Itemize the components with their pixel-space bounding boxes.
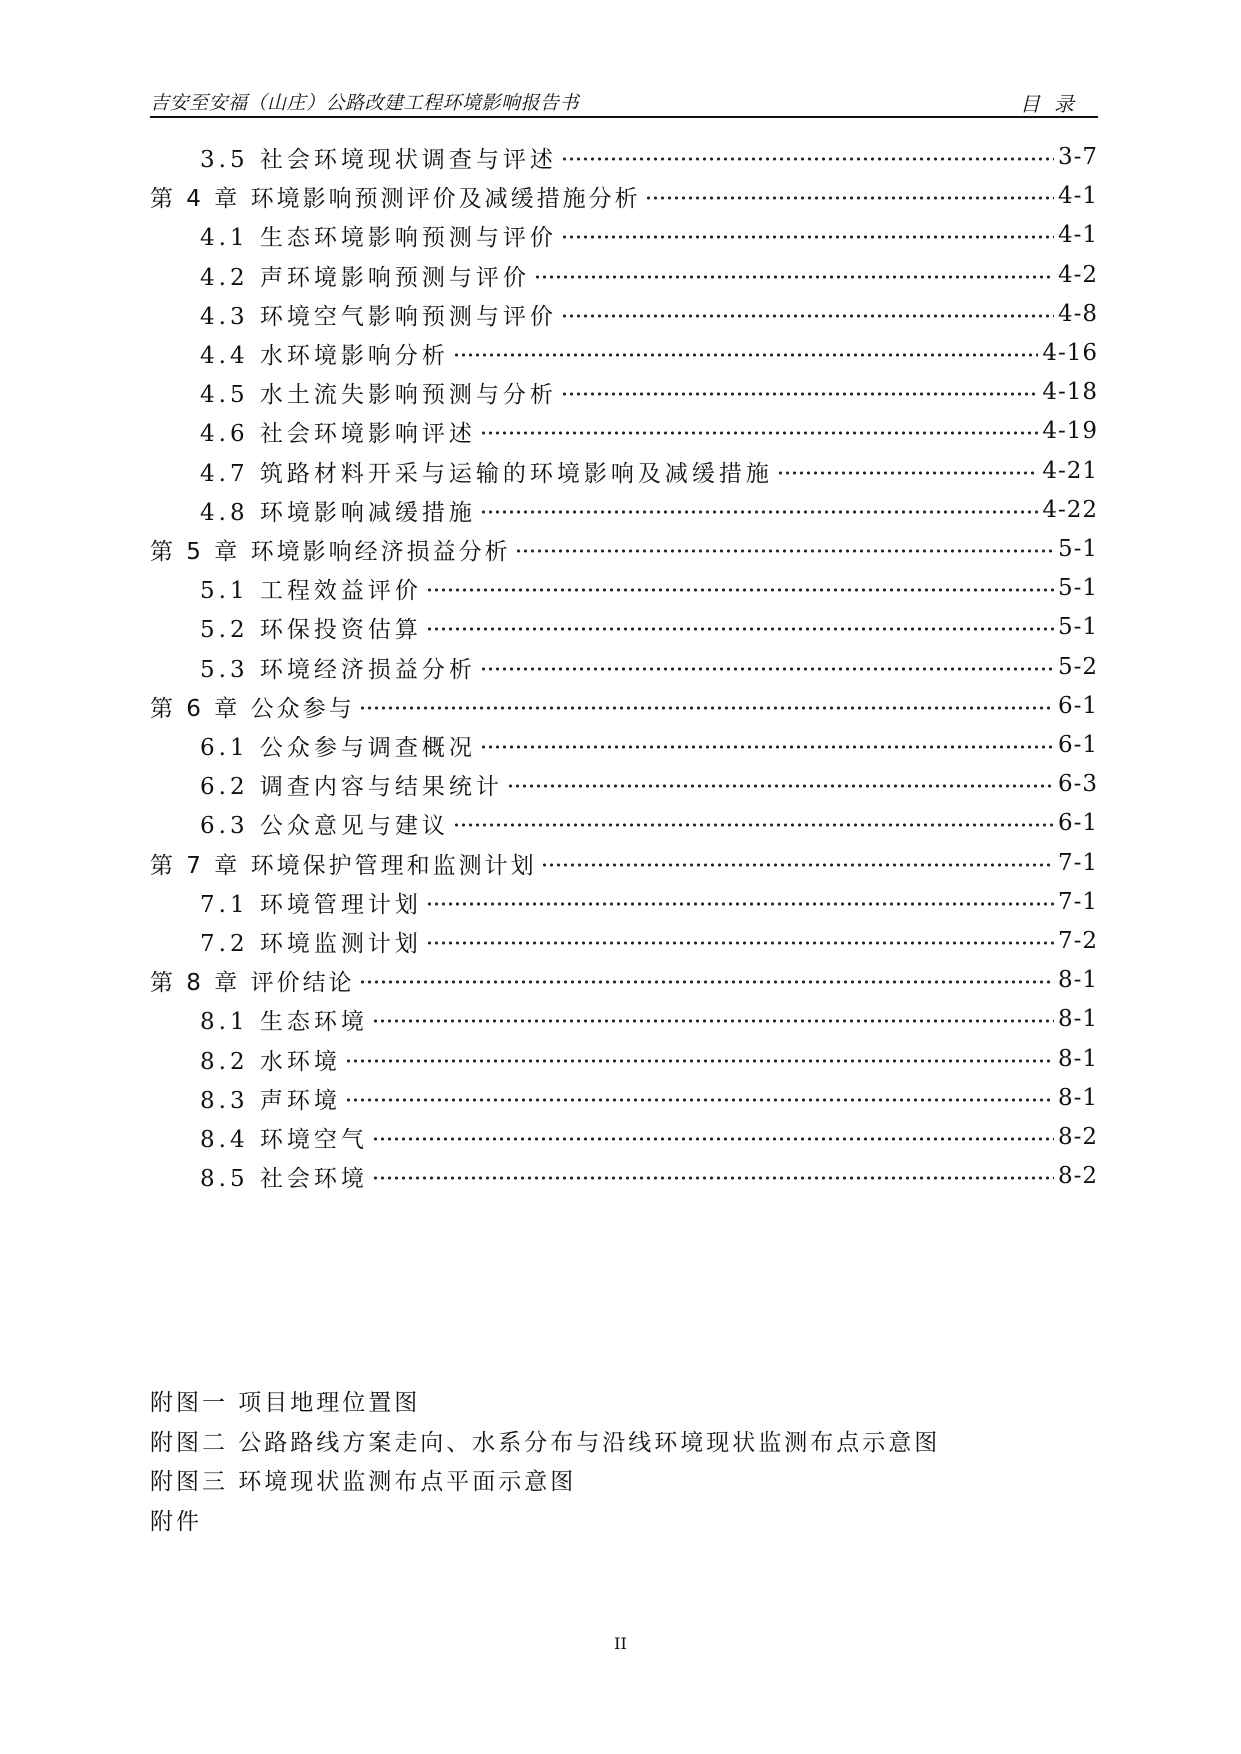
appendix-item: 附图三 环境现状监测布点平面示意图 xyxy=(150,1469,577,1495)
toc-entry-title: 5.2 环保投资估算 xyxy=(200,616,422,643)
dot-leader xyxy=(534,275,1054,279)
dot-leader xyxy=(426,902,1054,906)
dot-leader xyxy=(561,157,1054,161)
dot-leader xyxy=(359,980,1054,984)
toc-entry-title: 第 6 章 公众参与 xyxy=(150,695,355,722)
appendix-item: 附图一 项目地理位置图 xyxy=(150,1390,421,1416)
dot-leader xyxy=(480,431,1038,435)
toc-entry-page: 3-7 xyxy=(1057,144,1098,170)
toc-entry-title: 4.8 环境影响减缓措施 xyxy=(200,499,476,526)
toc-section-row[interactable] xyxy=(200,804,1098,842)
toc-section-row[interactable] xyxy=(200,1157,1098,1195)
toc-entry-page: 4-16 xyxy=(1042,340,1098,366)
toc-entry-page: 7-2 xyxy=(1057,928,1098,954)
toc-entry-page: 8-2 xyxy=(1057,1124,1098,1150)
toc-chapter-row[interactable] xyxy=(150,687,1098,725)
toc-section-row[interactable] xyxy=(200,412,1098,450)
toc-entry-page: 7-1 xyxy=(1057,889,1098,915)
toc-entry-page: 4-18 xyxy=(1042,379,1098,405)
toc-entry-title: 8.5 社会环境 xyxy=(200,1165,368,1192)
toc-entry-title: 5.1 工程效益评价 xyxy=(200,577,422,604)
dot-leader xyxy=(645,196,1054,200)
toc-entry-title: 第 4 章 环境影响预测评价及减缓措施分析 xyxy=(150,185,641,212)
toc-entry-page: 5-2 xyxy=(1057,654,1098,680)
document-title: 吉安至安福（山庄）公路改建工程环境影响报告书 xyxy=(150,92,580,114)
toc-section-row[interactable] xyxy=(200,491,1098,529)
toc-section-row[interactable] xyxy=(200,569,1098,607)
dot-leader xyxy=(372,1176,1054,1180)
toc-entry-title: 6.3 公众意见与建议 xyxy=(200,812,449,839)
toc-entry-page: 7-1 xyxy=(1057,850,1098,876)
toc-entry-title: 第 7 章 环境保护管理和监测计划 xyxy=(150,852,537,879)
toc-entry-title: 8.1 生态环境 xyxy=(200,1008,368,1035)
dot-leader xyxy=(480,745,1054,749)
toc-section-row[interactable] xyxy=(200,256,1098,294)
toc-entry-title: 7.2 环境监测计划 xyxy=(200,930,422,957)
toc-section-row[interactable] xyxy=(200,1000,1098,1038)
toc-entry-page: 4-1 xyxy=(1057,183,1098,209)
toc-entry-title: 5.3 环境经济损益分析 xyxy=(200,656,476,683)
toc-entry-page: 4-22 xyxy=(1042,497,1098,523)
toc-section-row[interactable] xyxy=(200,765,1098,803)
toc-entry-title: 4.4 水环境影响分析 xyxy=(200,342,449,369)
dot-leader xyxy=(426,941,1054,945)
toc-entry-page: 8-1 xyxy=(1057,1046,1098,1072)
toc-section-row[interactable] xyxy=(200,648,1098,686)
toc-entry-title: 4.1 生态环境影响预测与评价 xyxy=(200,224,557,251)
toc-entry-page: 6-3 xyxy=(1057,771,1098,797)
dot-leader xyxy=(453,353,1038,357)
toc-section-row[interactable] xyxy=(200,452,1098,490)
dot-leader xyxy=(372,1019,1054,1023)
toc-entry-title: 7.1 环境管理计划 xyxy=(200,891,422,918)
toc-section-row[interactable] xyxy=(200,726,1098,764)
toc-section-row[interactable] xyxy=(200,922,1098,960)
dot-leader xyxy=(507,784,1054,788)
dot-leader xyxy=(345,1059,1054,1063)
toc-entry-title: 8.4 环境空气 xyxy=(200,1126,368,1153)
toc-entry-page: 4-8 xyxy=(1057,301,1098,327)
dot-leader xyxy=(480,510,1038,514)
toc-chapter-row[interactable] xyxy=(150,961,1098,999)
appendix-item: 附件 xyxy=(150,1509,202,1535)
dot-leader xyxy=(515,549,1054,553)
toc-entry-page: 5-1 xyxy=(1057,575,1098,601)
toc-entry-title: 6.2 调查内容与结果统计 xyxy=(200,773,503,800)
dot-leader xyxy=(426,588,1054,592)
dot-leader xyxy=(561,392,1038,396)
toc-section-row[interactable] xyxy=(200,608,1098,646)
toc-entry-title: 6.1 公众参与调查概况 xyxy=(200,734,476,761)
dot-leader xyxy=(541,863,1054,867)
toc-entry-title: 4.2 声环境影响预测与评价 xyxy=(200,264,530,291)
toc-entry-page: 6-1 xyxy=(1057,732,1098,758)
toc-entry-page: 6-1 xyxy=(1057,693,1098,719)
dot-leader xyxy=(777,471,1038,475)
toc-entry-title: 4.5 水土流失影响预测与分析 xyxy=(200,381,557,408)
toc-entry-page: 8-1 xyxy=(1057,1085,1098,1111)
toc-entry-page: 5-1 xyxy=(1057,536,1098,562)
toc-chapter-row[interactable] xyxy=(150,177,1098,215)
toc-entry-page: 4-21 xyxy=(1042,458,1098,484)
toc-entry-page: 8-1 xyxy=(1057,1006,1098,1032)
dot-leader xyxy=(480,667,1054,671)
dot-leader xyxy=(345,1098,1054,1102)
appendix-item: 附图二 公路路线方案走向、水系分布与沿线环境现状监测布点示意图 xyxy=(150,1430,941,1456)
toc-section-row[interactable] xyxy=(200,1040,1098,1078)
toc-entry-page: 8-1 xyxy=(1057,967,1098,993)
toc-entry-title: 第 8 章 评价结论 xyxy=(150,969,355,996)
dot-leader xyxy=(372,1137,1054,1141)
toc-chapter-row[interactable] xyxy=(150,530,1098,568)
toc-entry-page: 4-19 xyxy=(1042,418,1098,444)
dot-leader xyxy=(561,314,1054,318)
toc-entry-page: 4-1 xyxy=(1057,222,1098,248)
toc-section-row[interactable] xyxy=(200,883,1098,921)
toc-entry-title: 8.2 水环境 xyxy=(200,1048,341,1075)
toc-section-row[interactable] xyxy=(200,1118,1098,1156)
toc-chapter-row[interactable] xyxy=(150,844,1098,882)
toc-entry-title: 第 5 章 环境影响经济损益分析 xyxy=(150,538,511,565)
toc-section-row[interactable] xyxy=(200,1079,1098,1117)
toc-entry-title: 4.3 环境空气影响预测与评价 xyxy=(200,303,557,330)
toc-entry-title: 3.5 社会环境现状调查与评述 xyxy=(200,146,557,173)
toc-entry-page: 8-2 xyxy=(1057,1163,1098,1189)
dot-leader xyxy=(453,823,1054,827)
toc-entry-page: 4-2 xyxy=(1057,262,1098,288)
toc-entry-page: 5-1 xyxy=(1057,614,1098,640)
toc-section-row[interactable] xyxy=(200,138,1098,176)
toc-entry-title: 4.6 社会环境影响评述 xyxy=(200,420,476,447)
toc-section-row[interactable] xyxy=(200,295,1098,333)
toc-entry-page: 6-1 xyxy=(1057,810,1098,836)
dot-leader xyxy=(359,706,1054,710)
page-number: II xyxy=(614,1634,627,1653)
toc-entry-title: 4.7 筑路材料开采与运输的环境影响及减缓措施 xyxy=(200,460,773,487)
toc-entry-title: 8.3 声环境 xyxy=(200,1087,341,1114)
toc-section-row[interactable] xyxy=(200,334,1098,372)
section-title: 目录 xyxy=(1020,92,1088,116)
toc-section-row[interactable] xyxy=(200,216,1098,254)
toc-section-row[interactable] xyxy=(200,373,1098,411)
dot-leader xyxy=(426,627,1054,631)
dot-leader xyxy=(561,235,1054,239)
